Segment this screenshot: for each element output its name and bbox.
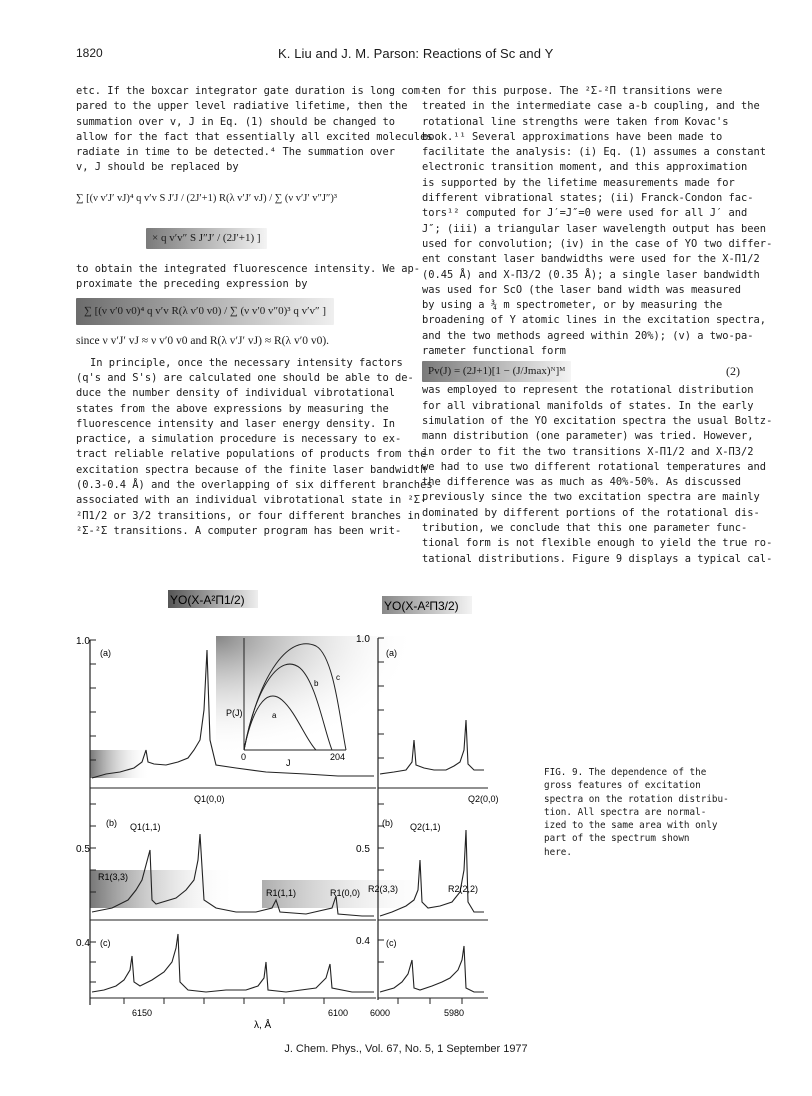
right-para-1 bbox=[422, 84, 773, 359]
text-line: J″; (iii) a triangular laser wavelength output has been bbox=[422, 222, 767, 235]
text-line: summation over v, J in Eq. (1) should be changed to bbox=[76, 115, 396, 128]
text-line: was used for ScO (the laser band width was measured bbox=[422, 283, 742, 296]
equation-2-text: Pv(J) = (2J+1)[1 − (J/Jmax)ᴺ]ᴹ bbox=[422, 361, 571, 382]
inset-curve-label-c: c bbox=[336, 673, 340, 682]
text-line: tional form is not flexible enough to yield the true ro- bbox=[422, 537, 773, 550]
x-tick-6100: 6100 bbox=[328, 1008, 349, 1018]
text-line: In principle, once the necessary intensity factors bbox=[90, 356, 403, 369]
text-line: was employed to represent the rotational distribution bbox=[422, 384, 754, 397]
equation-sum-cont-text: × q v′v″ S J″J′ / (2J′+1) ] bbox=[146, 228, 267, 249]
text-line: treated in the intermediate case a-b coupling, and the bbox=[422, 100, 760, 113]
text-line: fluorescence intensity and laser energy density. In bbox=[76, 417, 396, 430]
text-line: rameter functional form bbox=[422, 345, 566, 358]
journal-footer: J. Chem. Phys., Vol. 67, No. 5, 1 September 1977 bbox=[284, 1043, 528, 1055]
equation-approx bbox=[76, 292, 392, 330]
text-line: dominated by different portions of the rotational dis- bbox=[422, 506, 760, 519]
caption-line: tion. All spectra are normal- bbox=[544, 806, 707, 818]
x-axis-label: λ, Å bbox=[254, 1020, 272, 1030]
text-line: (0.3-0.4 Å) and the overlapping of six different branches bbox=[76, 479, 433, 492]
y-label-mid-right: 0.5 bbox=[356, 844, 370, 855]
text-line: we had to use two different rotational temperatures and bbox=[422, 460, 767, 473]
right-para-2 bbox=[422, 383, 773, 567]
panel-label-c-right: (c) bbox=[386, 938, 397, 948]
text-line: proximate the preceding expression by bbox=[76, 278, 308, 291]
caption-line: here. bbox=[544, 846, 572, 858]
text-line: by using a ¾ m spectrometer, or by measuring the bbox=[422, 299, 723, 312]
text-line: excitation spectra because of the finite laser bandwidth bbox=[76, 463, 427, 476]
left-title: YO(X-A²Π1/2) bbox=[170, 593, 245, 607]
peak-q1-00: Q1(0,0) bbox=[194, 794, 225, 804]
peak-r1-33: R1(3,3) bbox=[98, 872, 129, 882]
x-tick-5980: 5980 bbox=[444, 1008, 465, 1018]
peak-q2-11: Q2(1,1) bbox=[410, 822, 441, 832]
text-line: ²Π1/2 or 3/2 transitions, or four different branches in bbox=[76, 509, 421, 522]
text-line: book.¹¹ Several approximations have been made to bbox=[422, 130, 723, 143]
panel-label-b-right: (b) bbox=[382, 818, 393, 828]
text-line: facilitate the analysis: (i) Eq. (1) assumes a constant bbox=[422, 146, 767, 159]
text-line: for all vibrational manifolds of states. In the early bbox=[422, 399, 754, 412]
peak-q1-11: Q1(1,1) bbox=[130, 822, 161, 832]
peak-r1-00: R1(0,0) bbox=[330, 888, 361, 898]
inset-x-min: 0 bbox=[241, 752, 247, 762]
equation-sum-text: ∑ [(ν v′J′ vJ)⁴ q v′v S J′J / (2J′+1) R(λ v′J′ vJ) / ∑ (ν v′J′ v″J″)³ bbox=[76, 192, 338, 204]
since-line: since ν v′J′ vJ ≈ ν v′0 v0 and R(λ v′J′ vJ) ≈ R(λ v′0 v0). bbox=[76, 335, 330, 348]
peak-q2-00: Q2(0,0) bbox=[468, 794, 499, 804]
y-label-top: 1.0 bbox=[76, 636, 90, 647]
caption-line: part of the spectrum shown bbox=[544, 833, 690, 845]
shade-a bbox=[90, 750, 150, 778]
peak-r2-22: R2(2,2) bbox=[448, 884, 479, 894]
text-line: tribution, we conclude that this one parameter func- bbox=[422, 522, 748, 535]
text-line: associated with an individual vibrotational state in ²Σ- bbox=[76, 494, 427, 507]
inset-curve-label-a: a bbox=[272, 711, 277, 720]
left-column bbox=[76, 84, 433, 539]
inset-x-label: J bbox=[286, 758, 291, 768]
text-line: v, J should be replaced by bbox=[76, 161, 239, 174]
text-line: different vibrational states; (ii) Franck-Condon fac- bbox=[422, 192, 754, 205]
text-line: is supported by the lifetime measurements made for bbox=[422, 176, 735, 189]
equation-sum bbox=[76, 190, 392, 228]
left-para-1 bbox=[76, 84, 433, 176]
right-title: YO(X-A²Π3/2) bbox=[384, 599, 459, 613]
y-label-low: 0.4 bbox=[76, 938, 90, 949]
inset-y-label: P(J) bbox=[226, 708, 243, 718]
text-line: duce the number density of individual vibrotational bbox=[76, 387, 396, 400]
left-para-3 bbox=[76, 356, 433, 540]
equation-2-number: (2) bbox=[726, 363, 740, 378]
text-line: radiate in time to be detected.⁴ The summation over bbox=[76, 146, 396, 159]
x-tick-6000: 6000 bbox=[370, 1008, 391, 1018]
running-head: K. Liu and J. M. Parson: Reactions of Sc and Y bbox=[278, 46, 554, 61]
text-line: electronic transition moment, and this approximation bbox=[422, 161, 748, 174]
caption-line: FIG. 9. The dependence of the bbox=[544, 767, 707, 778]
text-line: and the two methods agreed within 20%); (v) a two-pa- bbox=[422, 329, 754, 342]
panel-label-a-right: (a) bbox=[386, 648, 397, 658]
right-column bbox=[422, 84, 773, 567]
caption-line: spectra on the rotation distribu- bbox=[544, 793, 729, 805]
text-line: to obtain the integrated fluorescence intensity. We ap- bbox=[76, 262, 421, 275]
x-ticks bbox=[124, 998, 462, 1004]
text-line: previously since the two excitation spectra are mainly bbox=[422, 491, 760, 504]
equation-2 bbox=[422, 362, 740, 380]
text-line: practice, a simulation procedure is necessary to ex- bbox=[76, 433, 402, 446]
text-line: simulation of the YO excitation spectra the usual Boltz- bbox=[422, 414, 773, 427]
text-line: tors¹² computed for J′=J″=0 were used for all J′ and bbox=[422, 207, 748, 220]
text-line: mann distribution (one parameter) was tried. However, bbox=[422, 430, 754, 443]
text-line: etc. If the boxcar integrator gate duration is long com- bbox=[76, 85, 427, 97]
text-line: the difference was as much as 40%-50%. As discussed bbox=[422, 476, 742, 489]
left-y-ticks bbox=[90, 640, 96, 982]
text-line: allow for the fact that essentially all excited molecules bbox=[76, 130, 433, 143]
text-line: in order to fit the two transitions X-Π1/2 and X-Π3/2 bbox=[422, 445, 754, 458]
equation-sum-continued bbox=[146, 228, 392, 262]
text-line: broadening of Y atomic lines in the excitation spectra, bbox=[422, 314, 767, 327]
y-label-top-right: 1.0 bbox=[356, 634, 370, 645]
caption-line: gross features of excitation bbox=[544, 780, 701, 792]
text-line: tational distributions. Figure 9 displays a typical cal- bbox=[422, 552, 773, 565]
panel-label-a: (a) bbox=[100, 648, 111, 658]
text-line: ²Σ-²Σ transitions. A computer program has been writ- bbox=[76, 524, 402, 537]
text-line: used for convolution; (iv) in the case of YO two differ- bbox=[422, 237, 773, 250]
peak-r1-11: R1(1,1) bbox=[266, 888, 297, 898]
text-line: pared to the upper level radiative lifetime, then the bbox=[76, 100, 408, 113]
panel-label-c: (c) bbox=[100, 938, 111, 948]
page-header bbox=[0, 46, 812, 64]
y-label-mid: 0.5 bbox=[76, 844, 90, 855]
left-para-2 bbox=[76, 262, 421, 293]
text-line: ent constant laser bandwidths were used for the X-Π1/2 bbox=[422, 253, 760, 266]
spectrum-c-left bbox=[92, 934, 374, 992]
x-tick-6150: 6150 bbox=[132, 1008, 153, 1018]
caption-line: ized to the same area with only bbox=[544, 820, 718, 832]
text-line: (0.45 Å) and X-Π3/2 (0.35 Å); a single laser bandwidth bbox=[422, 268, 760, 281]
page-number: 1820 bbox=[76, 46, 103, 60]
spectrum-c-right bbox=[380, 946, 484, 992]
panel-label-b: (b) bbox=[106, 818, 117, 828]
figure-9 bbox=[76, 590, 526, 1030]
peak-r2-33: R2(3,3) bbox=[368, 884, 399, 894]
text-line: (q's and S's) are calculated one should be able to de- bbox=[76, 371, 414, 384]
figure-caption bbox=[544, 766, 729, 859]
text-line: rotational line strengths were taken from Kovac's bbox=[422, 115, 729, 128]
inset-x-max: 204 bbox=[330, 752, 346, 762]
inset-curve-label-b: b bbox=[314, 679, 319, 688]
text-line: ten for this purpose. The ²Σ-²Π transitions were bbox=[422, 85, 723, 97]
equation-approx-text: ∑ [(ν v′0 v0)⁴ q v′v R(λ v′0 v0) / ∑ (ν v′0 v″0)³ q v′v″ ] bbox=[76, 298, 334, 325]
y-label-low-right: 0.4 bbox=[356, 936, 370, 947]
text-line: states from the above expressions by measuring the bbox=[76, 402, 389, 415]
text-line: tract reliable relative populations of products from the bbox=[76, 448, 427, 461]
